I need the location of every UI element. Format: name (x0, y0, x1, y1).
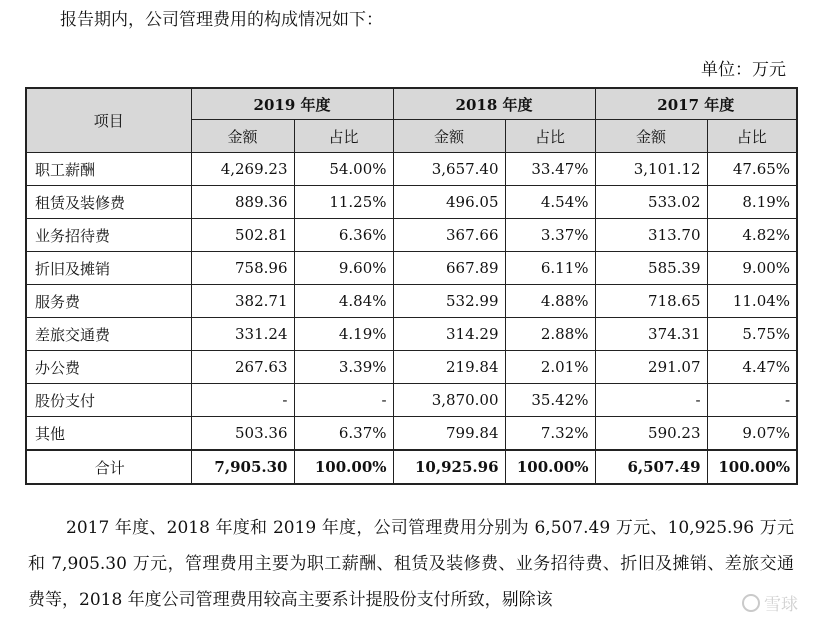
category-cell: 租赁及装修费 (26, 186, 191, 219)
ratio-cell: 100.00% (707, 450, 797, 484)
watermark-text: 雪球 (764, 595, 798, 615)
ratio-cell: 6.36% (294, 219, 393, 252)
category-cell: 业务招待费 (26, 219, 191, 252)
amount-cell: 314.29 (393, 318, 505, 351)
intro-text: 报告期内，公司管理费用的构成情况如下： (60, 10, 383, 30)
amount-cell: 313.70 (595, 219, 707, 252)
amount-cell: 3,870.00 (393, 384, 505, 417)
year-header-2018: 2018 年度 (393, 88, 595, 120)
year-header-2017: 2017 年度 (595, 88, 797, 120)
ratio-cell: 33.47% (505, 153, 595, 186)
ratio-header: 占比 (707, 120, 797, 153)
amount-cell: 382.71 (191, 285, 294, 318)
amount-cell: 367.66 (393, 219, 505, 252)
amount-cell: 533.02 (595, 186, 707, 219)
ratio-cell: 4.88% (505, 285, 595, 318)
ratio-cell: 4.82% (707, 219, 797, 252)
year-header-2019: 2019 年度 (191, 88, 393, 120)
amount-cell: 532.99 (393, 285, 505, 318)
category-cell: 其他 (26, 417, 191, 451)
ratio-cell: 2.88% (505, 318, 595, 351)
amount-cell: 667.89 (393, 252, 505, 285)
ratio-cell: 35.42% (505, 384, 595, 417)
amount-cell: 758.96 (191, 252, 294, 285)
ratio-header: 占比 (505, 120, 595, 153)
amount-header: 金额 (191, 120, 294, 153)
ratio-cell: 47.65% (707, 153, 797, 186)
amount-header: 金额 (595, 120, 707, 153)
amount-cell: 496.05 (393, 186, 505, 219)
ratio-cell: 6.37% (294, 417, 393, 451)
ratio-cell: 6.11% (505, 252, 595, 285)
amount-cell: 799.84 (393, 417, 505, 451)
snowball-logo-icon (742, 594, 760, 612)
amount-cell: 4,269.23 (191, 153, 294, 186)
amount-cell: 6,507.49 (595, 450, 707, 484)
ratio-cell: 54.00% (294, 153, 393, 186)
expense-table (25, 87, 798, 485)
ratio-cell: 11.04% (707, 285, 797, 318)
amount-cell: 718.65 (595, 285, 707, 318)
ratio-cell: 8.19% (707, 186, 797, 219)
amount-cell: 889.36 (191, 186, 294, 219)
ratio-cell: 5.75% (707, 318, 797, 351)
total-row (26, 450, 797, 484)
amount-cell: 502.81 (191, 219, 294, 252)
ratio-cell: 4.54% (505, 186, 595, 219)
total-label: 合计 (26, 450, 191, 484)
unit-label: 单位：万元 (701, 60, 786, 80)
amount-cell: 585.39 (595, 252, 707, 285)
amount-cell: - (595, 384, 707, 417)
category-cell: 办公费 (26, 351, 191, 384)
body-paragraph: 2017 年度、2018 年度和 2019 年度，公司管理费用分别为 6,507.49 万元、10,925.96 万元和 7,905.30 万元，管理费用主要为职工薪酬、租赁及装修费、业务招待费、折旧及摊销、差旅交通费等，2018 年度公司管理费用较高主要系计提股份支付所致，剔除该 (28, 518, 794, 610)
ratio-cell: 4.19% (294, 318, 393, 351)
amount-cell: 3,101.12 (595, 153, 707, 186)
amount-cell: 3,657.40 (393, 153, 505, 186)
ratio-cell: 4.47% (707, 351, 797, 384)
category-cell: 差旅交通费 (26, 318, 191, 351)
table-body (26, 153, 797, 485)
ratio-cell: 9.07% (707, 417, 797, 451)
ratio-cell: 2.01% (505, 351, 595, 384)
category-cell: 职工薪酬 (26, 153, 191, 186)
table-row (26, 351, 797, 384)
amount-cell: 503.36 (191, 417, 294, 451)
amount-cell: 219.84 (393, 351, 505, 384)
table-row (26, 285, 797, 318)
ratio-cell: - (707, 384, 797, 417)
amount-cell: 331.24 (191, 318, 294, 351)
amount-cell: 291.07 (595, 351, 707, 384)
amount-header: 金额 (393, 120, 505, 153)
ratio-cell: 3.39% (294, 351, 393, 384)
ratio-cell: 11.25% (294, 186, 393, 219)
table-row (26, 318, 797, 351)
amount-cell: 590.23 (595, 417, 707, 451)
amount-cell: 374.31 (595, 318, 707, 351)
table-row (26, 252, 797, 285)
ratio-cell: 9.00% (707, 252, 797, 285)
ratio-cell: 9.60% (294, 252, 393, 285)
amount-cell: 7,905.30 (191, 450, 294, 484)
ratio-cell: 100.00% (294, 450, 393, 484)
amount-cell: - (191, 384, 294, 417)
table-row (26, 153, 797, 186)
amount-cell: 267.63 (191, 351, 294, 384)
table-row (26, 417, 797, 451)
ratio-cell: 3.37% (505, 219, 595, 252)
ratio-cell: 7.32% (505, 417, 595, 451)
table-row (26, 219, 797, 252)
ratio-header: 占比 (294, 120, 393, 153)
ratio-cell: 100.00% (505, 450, 595, 484)
category-cell: 折旧及摊销 (26, 252, 191, 285)
ratio-cell: 4.84% (294, 285, 393, 318)
amount-cell: 10,925.96 (393, 450, 505, 484)
table-row (26, 384, 797, 417)
category-cell: 股份支付 (26, 384, 191, 417)
table-row (26, 186, 797, 219)
category-cell: 服务费 (26, 285, 191, 318)
ratio-cell: - (294, 384, 393, 417)
watermark (742, 590, 798, 615)
item-header: 项目 (26, 88, 191, 153)
